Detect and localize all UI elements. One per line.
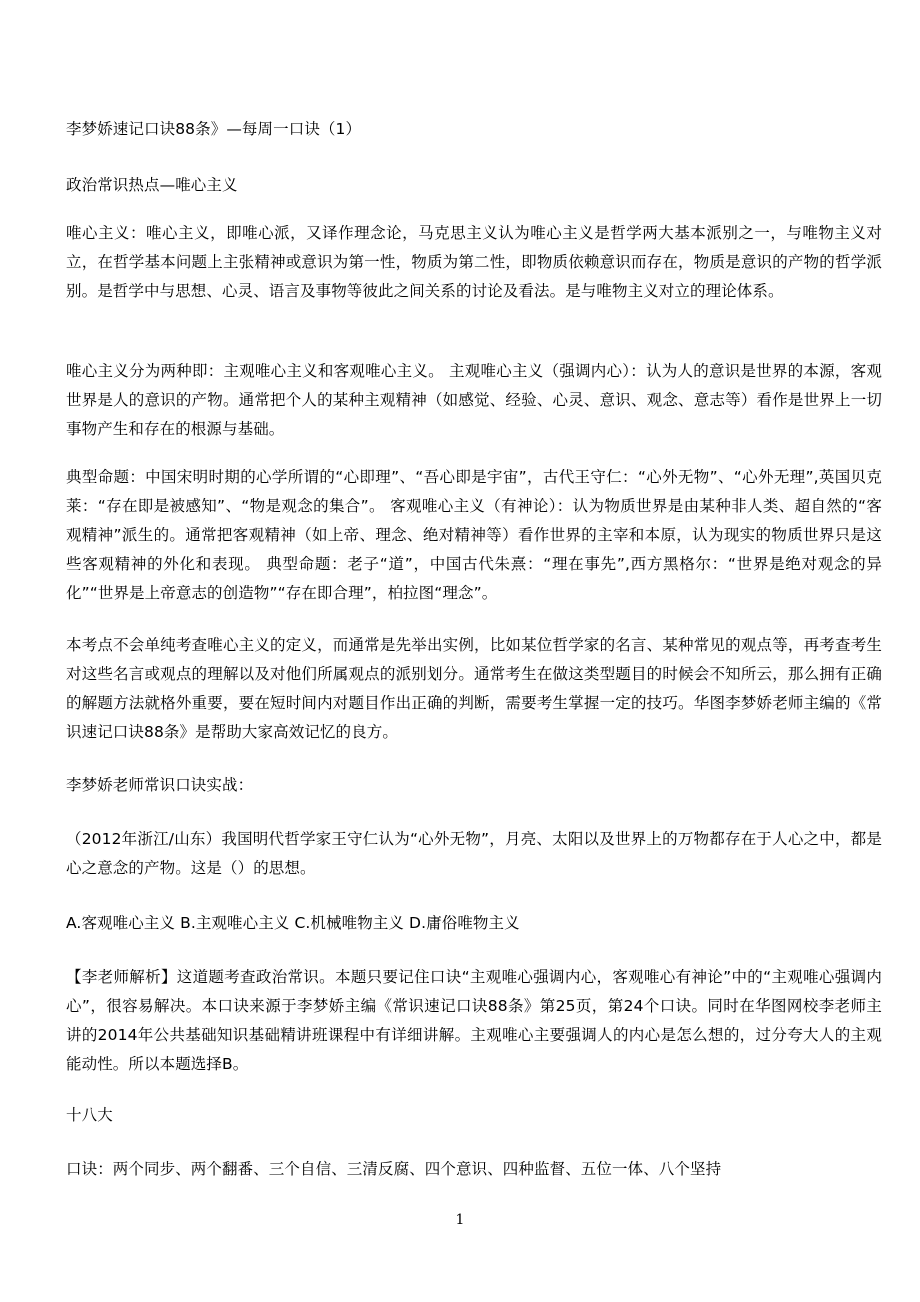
question-text: （2012年浙江/山东）我国明代哲学家王守仁认为“心外无物”，月亮、太阳以及世界上的万物都存在于人心之中，都是心之意念的产物。这是（）的思想。 bbox=[66, 830, 882, 877]
analysis-text: 【李老师解析】这道题考查政治常识。本题只要记住口诀“主观唯心强调内心，客观唯心有神论”中的“主观唯心强调内心”，很容易解决。本口诀来源于李梦娇主编《常识速记口诀88条》第25页，第24个口诀。同时在华图网校李老师主讲的2014年公共基础知识基础精讲班课程中有详细讲解。主观唯心主要强调人的内心是怎么想的，过分夸大人的主观能动性。所以本题选择B。 bbox=[66, 968, 882, 1073]
section-heading-18th: 十八大 bbox=[66, 1106, 113, 1124]
practice-heading: 李梦娇老师常识口诀实战： bbox=[66, 776, 254, 794]
answer-options: A.客观唯心主义 B.主观唯心主义 C.机械唯物主义 D.庸俗唯物主义 bbox=[66, 914, 520, 932]
mnemonic-text: 口诀：两个同步、两个翻番、三个自信、三清反腐、四个意识、四种监督、五位一体、八个坚持 bbox=[66, 1160, 722, 1178]
paragraph-exam-tips: 本考点不会单纯考查唯心主义的定义，而通常是先举出实例，比如某位哲学家的名言、某种常见的观点等，再考查考生对这些名言或观点的理解以及对他们所属观点的派别划分。通常考生在做这类型题目的时候会不知所云，那么拥有正确的解题方法就格外重要，要在短时间内对题目作出正确的判断，需要考生掌握一定的技巧。华图李梦娇老师主编的《常识速记口诀88条》是帮助大家高效记忆的良方。 bbox=[66, 636, 882, 741]
paragraph-types: 唯心主义分为两种即：主观唯心主义和客观唯心主义。 主观唯心主义（强调内心）：认为人的意识是世界的本源，客观世界是人的意识的产物。通常把个人的某种主观精神（如感觉、经验、心灵、意识、观念、意志等）看作是世界上一切事物产生和存在的根源与基础。 bbox=[66, 362, 882, 438]
paragraph-definition: 唯心主义：唯心主义，即唯心派，又译作理念论，马克思主义认为唯心主义是哲学两大基本派别之一，与唯物主义对立，在哲学基本问题上主张精神或意识为第一性，物质为第二性，即物质依赖意识而存在，物质是意识的产物的哲学派别。是哲学中与思想、心灵、语言及事物等彼此之间关系的讨论及看法。是与唯物主义对立的理论体系。 bbox=[66, 224, 882, 300]
paragraph-examples: 典型命题：中国宋明时期的心学所谓的“心即理”、“吾心即是宇宙”，古代王守仁：“心外无物”、“心外无理”,英国贝克莱：“存在即是被感知”、“物是观念的集合”。 客观唯心主义（有神论）：认为物质世界是由某种非人类、超自然的“客观精神”派生的。通常把客观精神（如上帝、理念、绝对精神等）看作世界的主宰和本原，认为现实的物质世界只是这些客观精神的外化和表现。 典型命题：老子“道”，中国古代朱熹：“理在事先”,西方黑格尔：“世界是绝对观念的异化”“世界是上帝意志的创造物”“存在即合理”，柏拉图“理念”。 bbox=[66, 468, 882, 602]
document-title: 李梦娇速记口诀88条》—每周一口诀（1） bbox=[66, 120, 362, 138]
section-heading: 政治常识热点—唯心主义 bbox=[66, 176, 238, 194]
page-number: 1 bbox=[455, 1212, 465, 1228]
